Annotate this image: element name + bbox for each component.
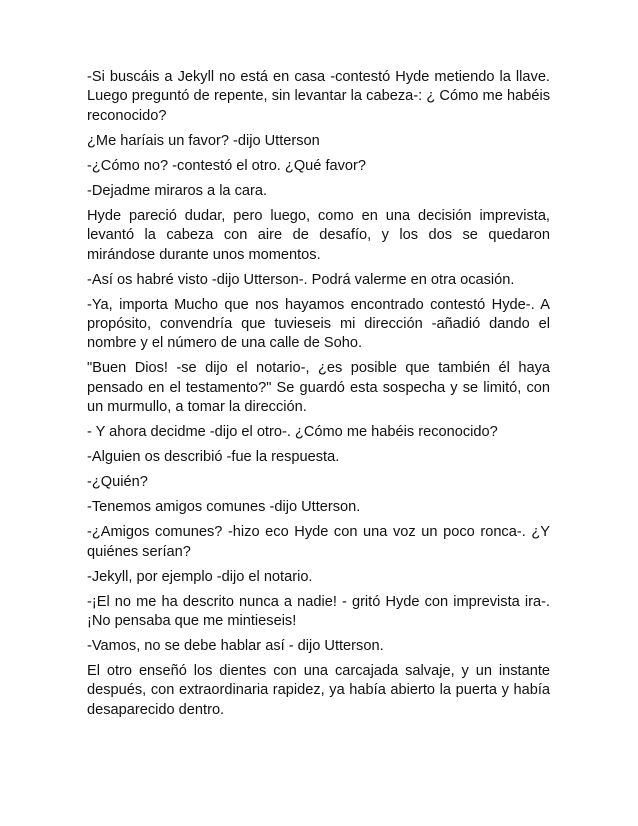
paragraph: -Así os habré visto -dijo Utterson-. Podrá valerme en otra ocasión.: [87, 271, 515, 288]
paragraph: - Y ahora decidme -dijo el otro-. ¿Cómo me habéis reconocido?: [87, 424, 498, 441]
paragraph: Hyde pareció dudar, pero luego, como en una decisión imprevista, levantó la cabeza con aire de desafío, y los dos se quedaron mirándose durante unos momentos.: [87, 207, 550, 263]
paragraph: -Jekyll, por ejemplo -dijo el notario.: [87, 568, 313, 585]
paragraph: -Si buscáis a Jekyll no está en casa -contestó Hyde metiendo la llave. Luego preguntó de repente, sin levantar la cabeza-: ¿ Cómo me habéis reconocido?: [87, 69, 550, 124]
paragraph: -Tenemos amigos comunes -dijo Utterson.: [87, 499, 361, 516]
paragraph: -Alguien os describió -fue la respuesta.: [87, 449, 340, 466]
paragraph: -Ya, importa Mucho que nos hayamos encontrado contestó Hyde-. A propósito, convendría que tuvieseis mi dirección -añadió dando el nombre y el número de una calle de Soho.: [87, 296, 550, 352]
paragraph: -¿Quién?: [87, 474, 148, 491]
paragraph: -¿Cómo no? -contestó el otro. ¿Qué favor?: [87, 157, 367, 174]
paragraph: -Vamos, no se debe hablar así - dijo Utterson.: [87, 638, 384, 655]
document-page: [87, 68, 550, 726]
paragraph: -¡El no me ha descrito nunca a nadie! - gritó Hyde con imprevista ira-. ¡No pensaba que me mintieseis!: [87, 593, 550, 630]
paragraph: El otro enseñó los dientes con una carcajada salvaje, y un instante después, con extraordinaria rapidez, ya había abierto la puerta y había desaparecido dentro.: [87, 663, 550, 718]
paragraph: -Dejadme miraros a la cara.: [87, 182, 268, 199]
paragraph: ¿Me haríais un favor? -dijo Utterson: [87, 132, 320, 149]
paragraph: "Buen Dios! -se dijo el notario-, ¿es posible que también él haya pensado en el testamento?" Se guardó esta sospecha y se limitó, con un murmullo, a tomar la dirección.: [87, 360, 550, 416]
paragraph: -¿Amigos comunes? -hizo eco Hyde con una voz un poco ronca-. ¿Y quiénes serían?: [87, 524, 550, 560]
